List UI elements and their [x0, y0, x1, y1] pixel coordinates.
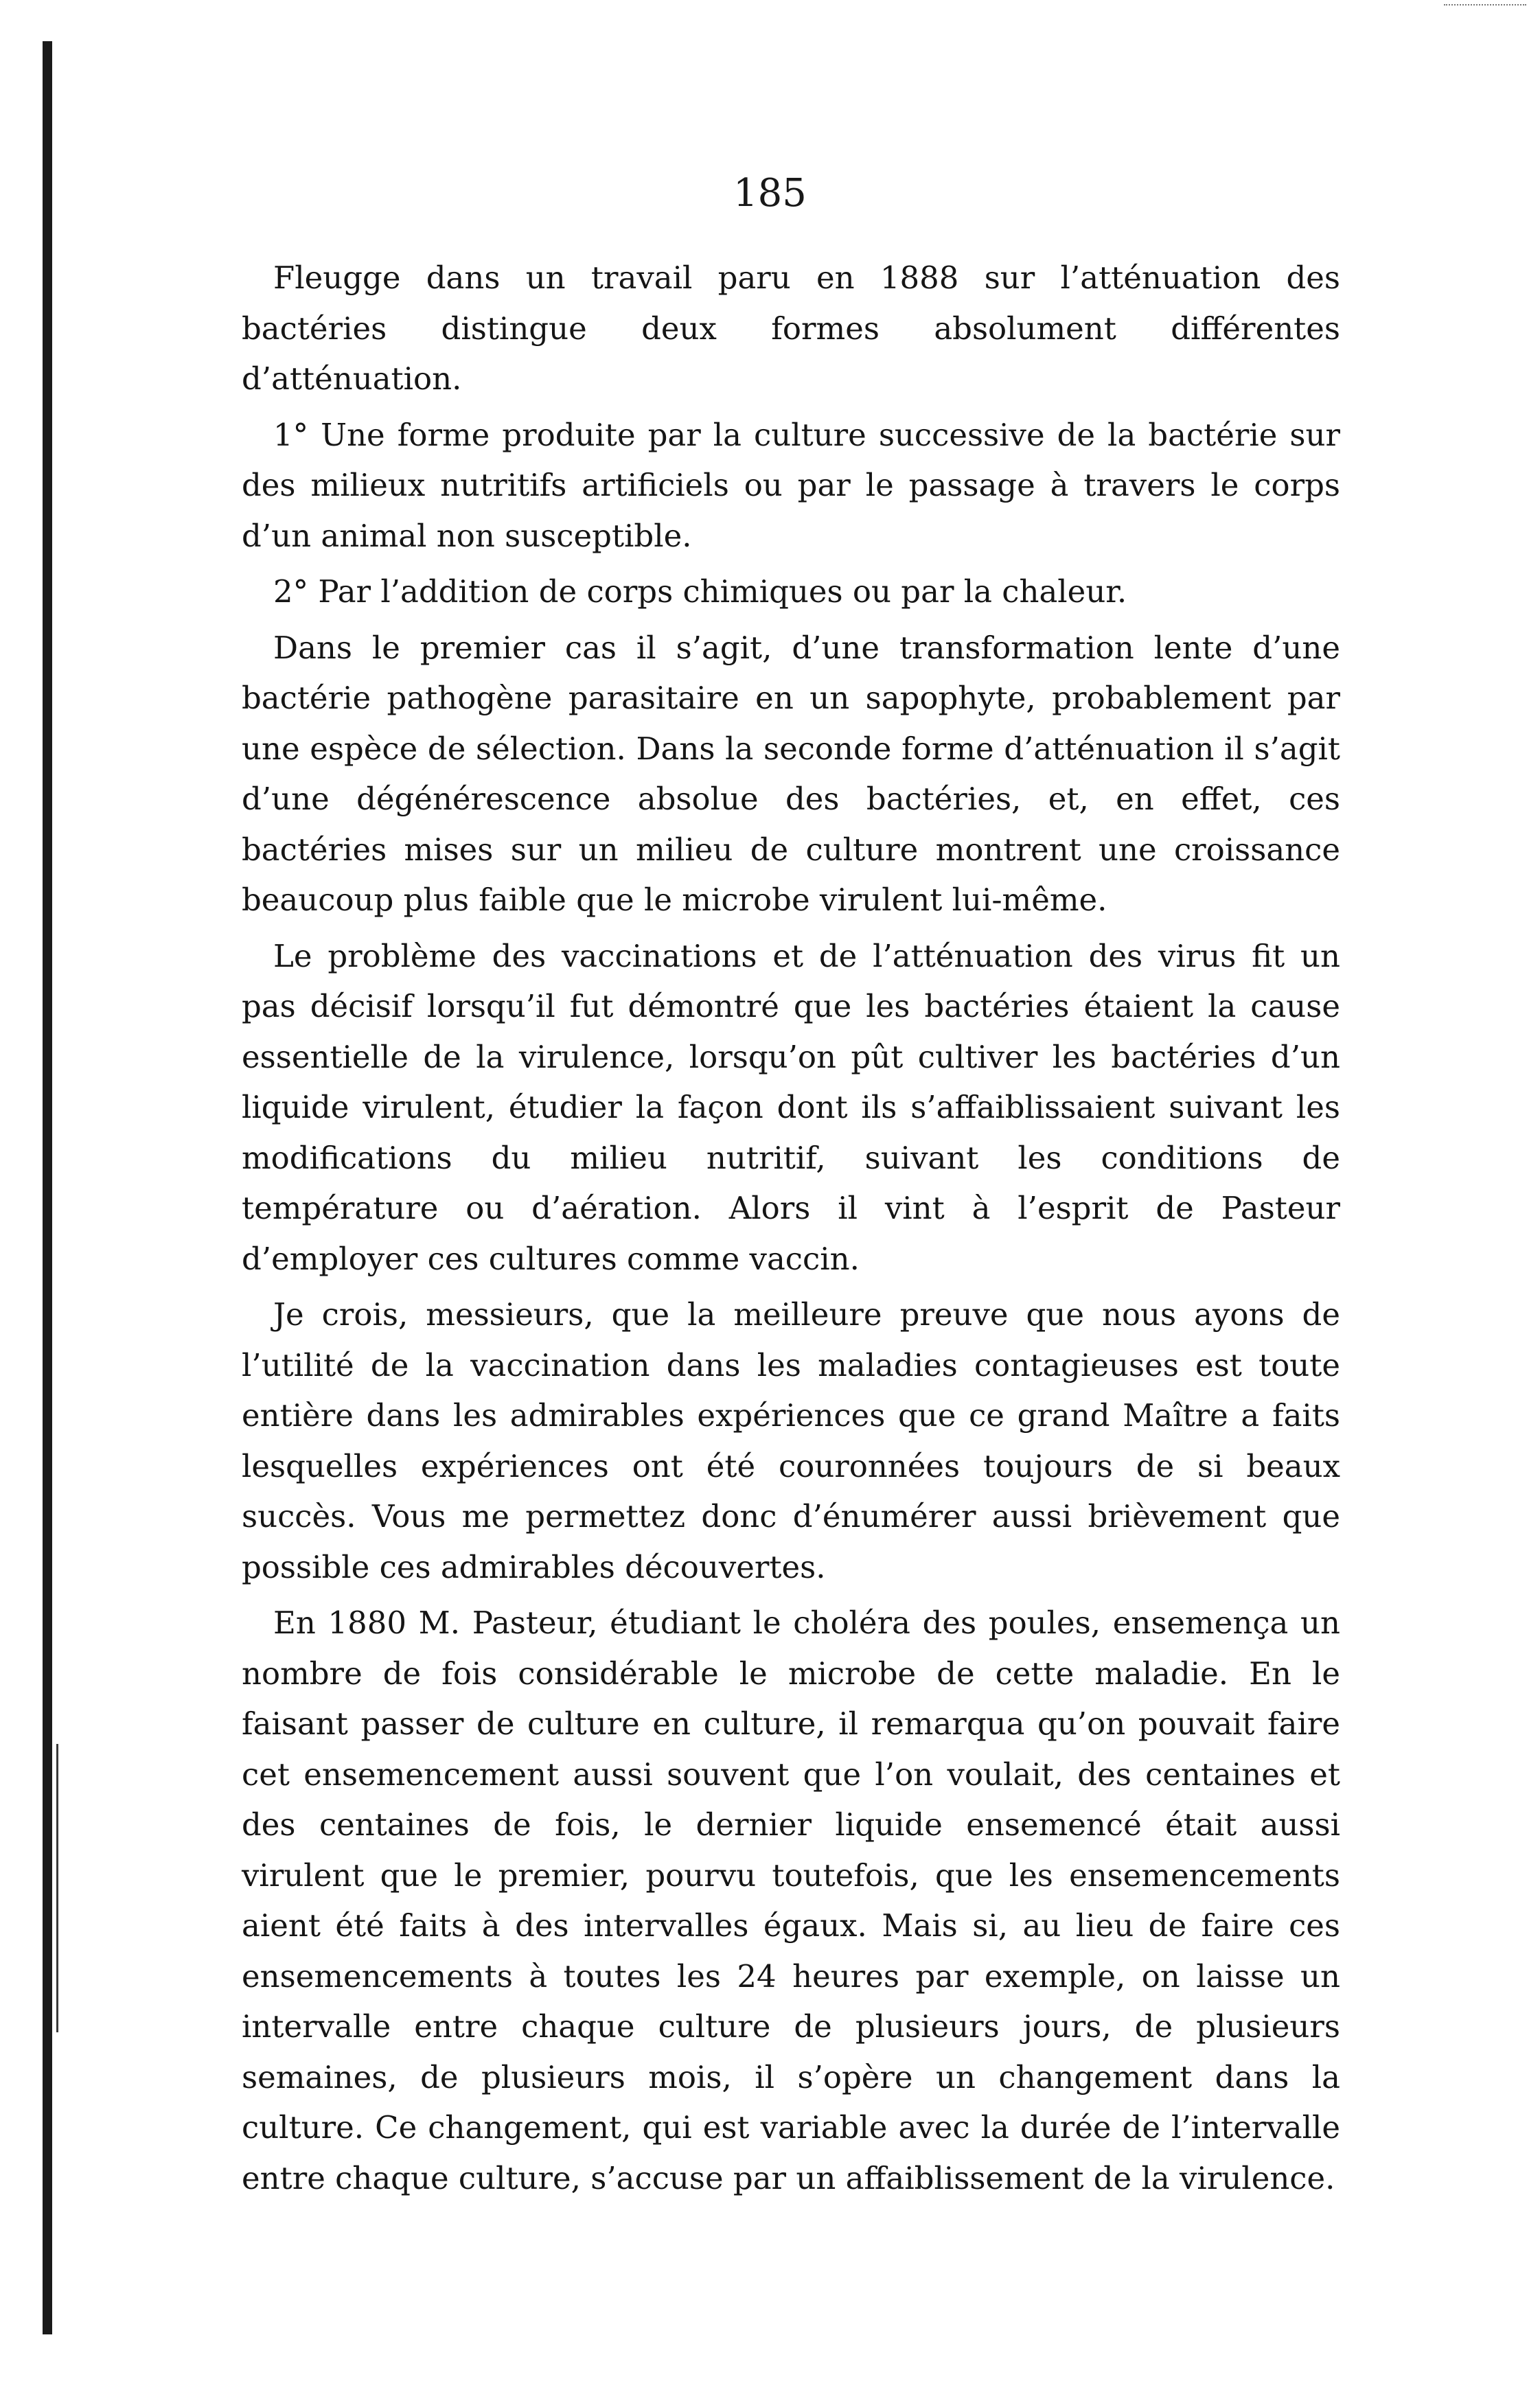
paragraph-first-form: 1° Une forme produite par la culture successive de la bactérie sur des milieux nutritifs artificiels ou par le passage à travers le corps d’un animal non susceptible.	[242, 416, 1340, 554]
paragraph-pasteur-experiments: Je crois, messieurs, que la meilleure preuve que nous ayons de l’utilité de la vaccination dans les maladies contagieuses est toute entière dans les admirables expériences que ce grand Maître a faits lesquelles expériences ont été couronnées toujours de si beaux succès. Vous me permettez donc d’énumérer aussi brièvement que possible ces admirables découvertes.	[242, 1296, 1340, 1585]
corner-scan-mark	[1444, 4, 1526, 8]
page-number: 185	[733, 171, 807, 216]
paragraph-fleugge: Fleugge dans un travail paru en 1888 sur l’atténuation des bactéries distingue deux formes absolument différentes d’atténuation.	[242, 260, 1340, 397]
page-binding-edge	[43, 41, 52, 2334]
paragraph-vaccination-problem: Le problème des vaccinations et de l’atténuation des virus fit un pas décisif lorsqu’il fut démontré que les bactéries étaient la cause essentielle de la virulence, lorsqu’on pût cultiver les bactéries d’un liquide virulent, étudier la façon dont ils s’affaiblissaient suivant les modifications du milieu nutritif, suivant les conditions de température ou d’aération. Alors il vint à l’esprit de Pasteur d’employer ces cultures comme vaccin.	[242, 937, 1340, 1277]
paragraph-second-form: 2° Par l’addition de corps chimiques ou par la chaleur.	[273, 573, 1127, 610]
page-binding-shadow	[56, 1744, 58, 2032]
paragraph-first-case: Dans le premier cas il s’agit, d’une transformation lente d’une bactérie pathogène parasitaire en un sapophyte, probablement par une espèce de sélection. Dans la seconde forme d’atténuation il s’agit d’une dégénérescence absolue des bactéries, et, en effet, ces bactéries mises sur un milieu de culture montrent une croissance beaucoup plus faible que le microbe virulent lui-même.	[242, 629, 1340, 918]
paragraph-cholera-1880: En 1880 M. Pasteur, étudiant le choléra des poules, ensemença un nombre de fois considérable le microbe de cette maladie. En le faisant passer de culture en culture, il remarqua qu’on pouvait faire cet ensemencement aussi souvent que l’on voulait, des centaines et des centaines de fois, le dernier liquide ensemencé était aussi virulent que le premier, pourvu toutefois, que les ensemencements aient été faits à des intervalles égaux. Mais si, au lieu de faire ces ensemencements à toutes les 24 heures par exemple, on laisse un intervalle entre chaque culture de plusieurs jours, de plusieurs semaines, de plusieurs mois, il s’opère un changement dans la culture. Ce changement, qui est variable avec la durée de l’intervalle entre chaque culture, s’accuse par un affaiblissement de la virulence.	[242, 1605, 1340, 2196]
body-text	[242, 253, 1340, 2209]
